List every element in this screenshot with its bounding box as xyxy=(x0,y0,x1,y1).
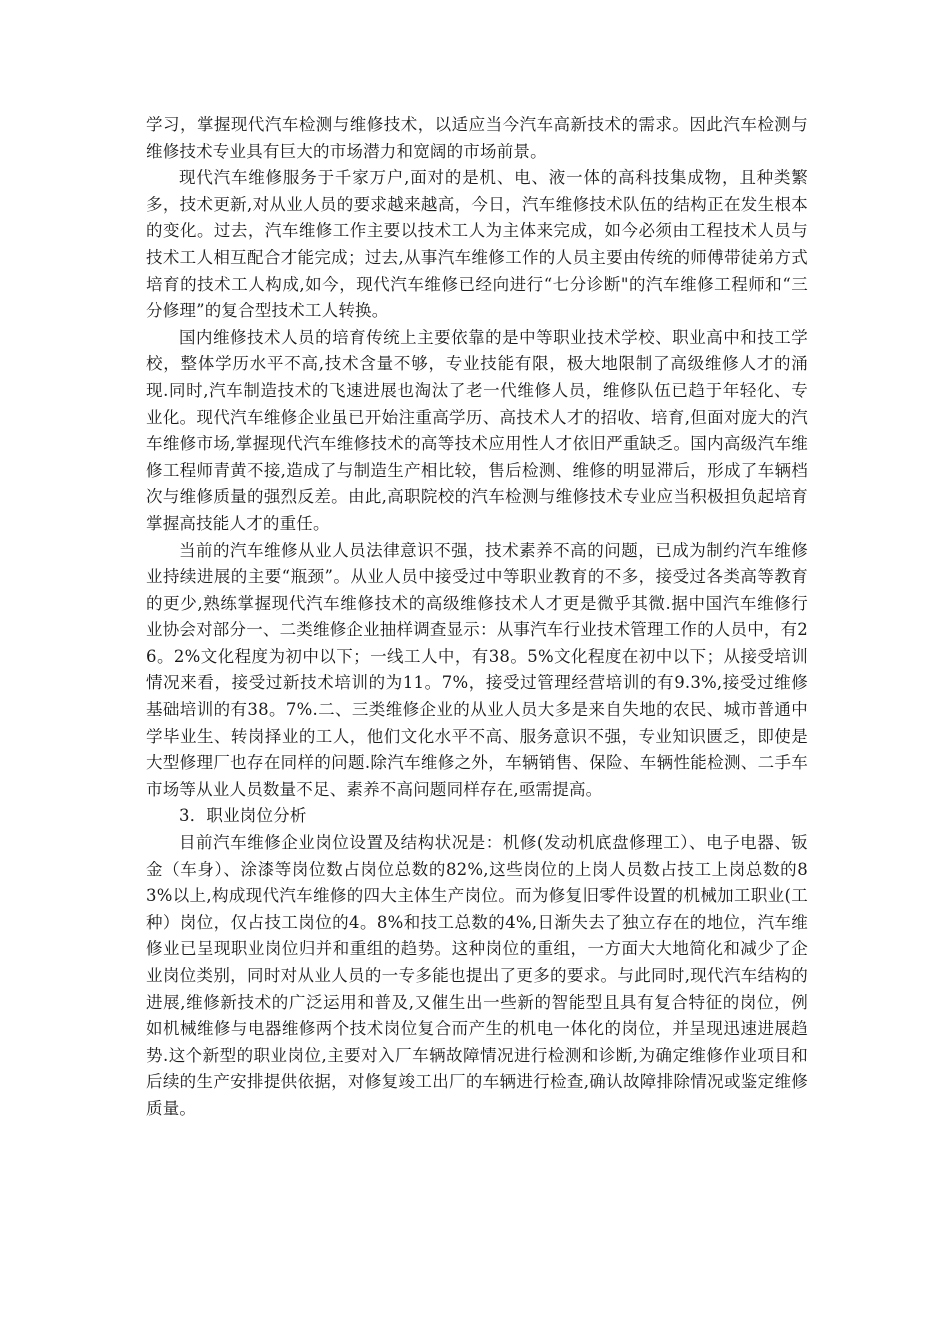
paragraph-modern-repair: 现代汽车维修服务于千家万户,面对的是机、电、液一体的高科技集成物，且种类繁多，技术更新,对从业人员的要求越来越高，今日，汽车维修技术队伍的结构正在发生根本的变化。过去，汽车维修工作主要以技术工人为主体来完成，如今必须由工程技术人员与技术工人相互配合才能完成；过去,从事汽车维修工作的人员主要由传统的师傅带徒弟方式培育的技术工人构成,如今，现代汽车维修已经向进行“七分诊断"的汽车维修工程师和“三分修理”的复合型技术工人转换。 xyxy=(146,168,808,321)
section-heading: 3．职业岗位分析 xyxy=(179,806,307,826)
paragraph-job-positions: 目前汽车维修企业岗位设置及结构状况是：机修(发动机底盘修理工）、电子电器、钣金（车身）、涂漆等岗位数占岗位总数的82%,这些岗位的上岗人员数占技工上岗总数的83%以上,构成现代汽车维修的四大主体生产岗位。而为修复旧零件设置的机械加工职业(工种）岗位，仅占技工岗位的4。8%和技工总数的4%,日渐失去了独立存在的地位，汽车维修业已呈现职业岗位归并和重组的趋势。这种岗位的重组，一方面大大地简化和减少了企业岗位类别，同时对从业人员的一专多能也提出了更多的要求。与此同时,现代汽车结构的进展,维修新技术的广泛运用和普及,又催生出一些新的智能型且具有复合特征的岗位，例如机械维修与电器维修两个技术岗位复合而产生的机电一体化的岗位，并呈现迅速进展趋势.这个新型的职业岗位,主要对入厂车辆故障情况进行检测和诊断,为确定维修作业项目和后续的生产安排提供依据，对修复竣工出厂的车辆进行检查,确认故障排除情况或鉴定维修质量。 xyxy=(146,833,808,1118)
paragraph-domestic-training: 国内维修技术人员的培育传统上主要依靠的是中等职业技术学校、职业高中和技工学校，整体学历水平不高,技术含量不够，专业技能有限，极大地限制了高级维修人才的涌现.同时,汽车制造技术的飞速进展也淘汰了老一代维修人员，维修队伍已趋于年轻化、专业化。现代汽车维修企业虽已开始注重高学历、高技术人才的招收、培育,但面对庞大的汽车维修市场,掌握现代汽车维修技术的高等技术应用性人才依旧严重缺乏。国内高级汽车维修工程师青黄不接,造成了与制造生产相比较，售后检测、维修的明显滞后，形成了车辆档次与维修质量的强烈反差。由此,高职院校的汽车检测与维修技术专业应当积极担负起培育掌握高技能人才的重任。 xyxy=(146,327,808,533)
document-body xyxy=(146,112,808,1123)
paragraph-current-workforce: 当前的汽车维修从业人员法律意识不强，技术素养不高的问题，已成为制约汽车维修业持续进展的主要“瓶颈”。从业人员中接受过中等职业教育的不多，接受过各类高等教育的更少,熟练掌握现代汽车维修技术的高级维修技术人才更是微乎其微.据中国汽车维修行业协会对部分一、二类维修企业抽样调查显示：从事汽车行业技术管理工作的人员中，有26。2%文化程度为初中以下；一线工人中，有38。5%文化程度在初中以下；从接受培训情况来看，接受过新技术培训的为11。7%，接受过管理经营培训的有9.3%,接受过维修基础培训的有38。7%.二、三类维修企业的从业人员大多是来自失地的农民、城市普通中学毕业生、转岗择业的工人，他们文化水平不高、服务意识不强，专业知识匮乏，即使是大型修理厂也存在同样的问题.除汽车维修之外，车辆销售、保险、车辆性能检测、二手车市场等从业人员数量不足、素养不高问题同样存在,亟需提高。 xyxy=(146,540,808,799)
paragraph-continuation: 学习，掌握现代汽车检测与维修技术，以适应当今汽车高新技术的需求。因此汽车检测与维修技术专业具有巨大的市场潜力和宽阔的市场前景。 xyxy=(146,115,808,161)
